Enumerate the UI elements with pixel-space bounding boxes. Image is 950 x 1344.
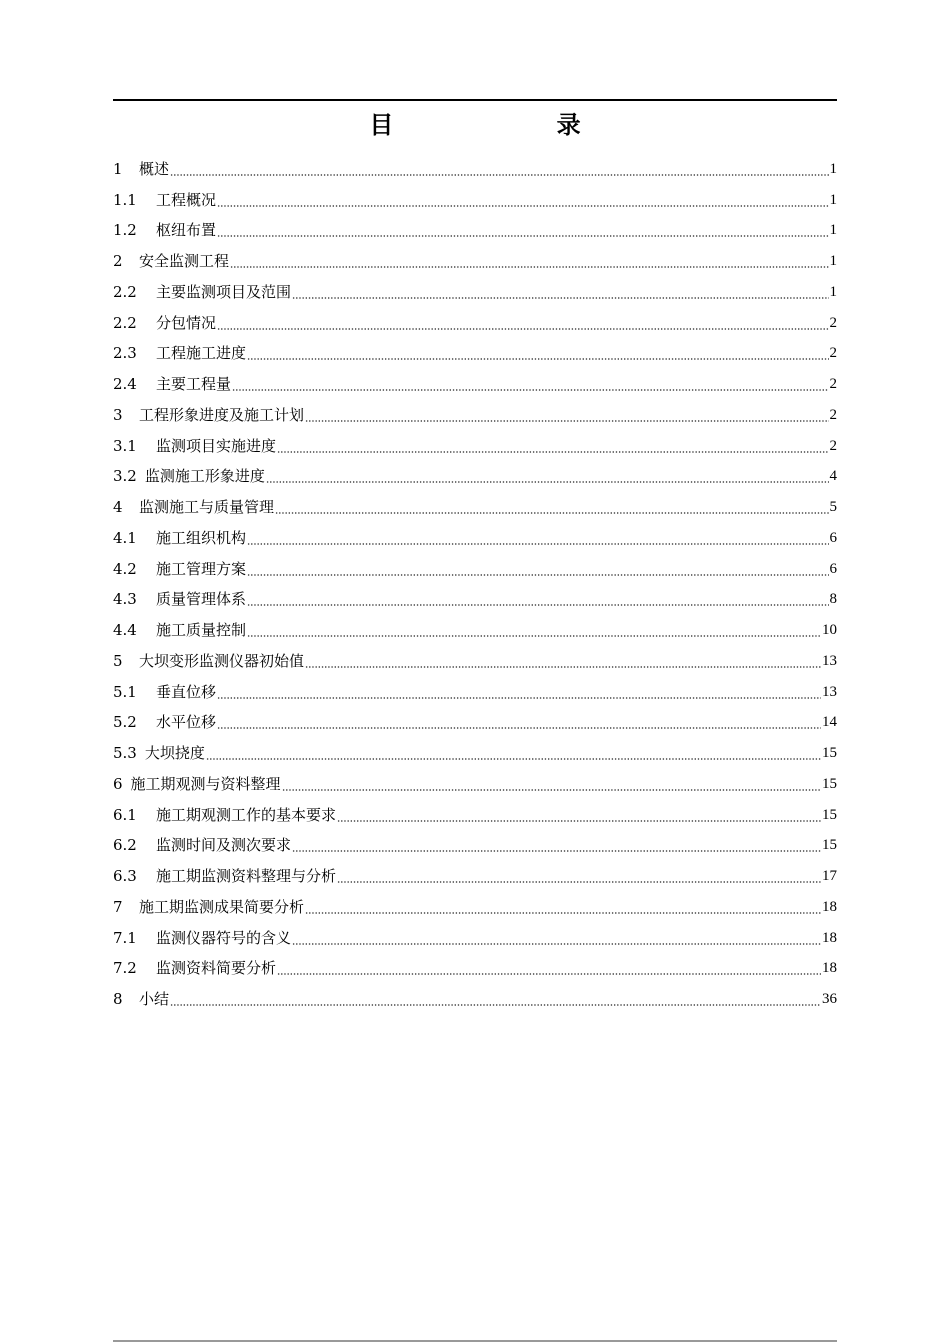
toc-entry-number: 4.2 (113, 559, 137, 578)
toc-entry-page: 15 (822, 837, 837, 854)
toc-entry[interactable] (113, 614, 837, 645)
toc-entry-page: 5 (829, 499, 837, 515)
toc-entry-page: 15 (822, 745, 837, 761)
toc-dot-leader (277, 451, 828, 453)
toc-dot-leader (230, 266, 828, 268)
toc-entry[interactable] (113, 430, 837, 461)
toc-entry[interactable] (113, 737, 837, 768)
toc-entry-number: 4.1 (113, 528, 137, 547)
toc-entry-title: 概述 (139, 159, 170, 178)
toc-entry-page: 15 (822, 806, 837, 823)
toc-entry-number: 5.2 (113, 713, 137, 732)
toc-entry-title: 施工期监测成果简要分析 (139, 897, 305, 916)
toc-entry-page: 1 (829, 253, 837, 269)
toc-entry-number: 7 (113, 897, 123, 916)
toc-entry-number: 8 (113, 990, 123, 1008)
toc-entry-title: 主要监测项目及范围 (156, 282, 292, 301)
toc-entry-title: 大坝挠度 (144, 744, 205, 762)
toc-dot-leader (275, 512, 828, 514)
toc-entry-title: 枢纽布置 (156, 221, 217, 240)
toc-dot-leader (217, 727, 821, 729)
toc-entry[interactable] (113, 645, 837, 676)
toc-entry-number: 1.1 (113, 190, 137, 209)
toc-entry[interactable] (113, 461, 837, 492)
toc-entry-page: 17 (822, 868, 837, 884)
toc-dot-leader (266, 481, 829, 483)
toc-entry-page: 10 (822, 622, 837, 638)
toc-entry-page: 15 (822, 775, 837, 792)
toc-entry-number: 1.2 (113, 221, 137, 240)
toc-dot-leader (305, 912, 821, 914)
toc-entry-title: 分包情况 (156, 313, 217, 332)
toc-dot-leader (217, 697, 821, 699)
toc-entry[interactable] (113, 707, 837, 738)
toc-entry-number: 3.1 (113, 436, 137, 455)
toc-entry-page: 4 (829, 468, 837, 485)
toc-dot-leader (217, 235, 828, 237)
toc-entry-title: 监测时间及测次要求 (156, 836, 292, 855)
toc-entry[interactable] (113, 215, 837, 246)
toc-entry-title: 质量管理体系 (156, 590, 247, 609)
toc-entry[interactable] (113, 830, 837, 861)
toc-entry-number: 3.2 (113, 467, 137, 486)
toc-entry[interactable] (113, 399, 837, 430)
toc-entry-page: 14 (822, 714, 837, 731)
toc-entry-page: 2 (829, 406, 837, 423)
toc-dot-leader (170, 1004, 821, 1006)
toc-entry-page: 6 (829, 560, 837, 577)
toc-entry-number: 5 (113, 651, 123, 670)
toc-entry-title: 监测资料简要分析 (156, 959, 277, 978)
toc-entry-number: 6 (113, 774, 123, 793)
toc-entry-title: 主要工程量 (156, 375, 232, 393)
toc-entry-page: 2 (829, 314, 837, 331)
toc-entry[interactable] (113, 307, 837, 338)
toc-entry[interactable] (113, 553, 837, 584)
toc-entry-title: 小结 (139, 990, 170, 1008)
toc-entry-title: 监测仪器符号的含义 (156, 928, 292, 947)
toc-entry[interactable] (113, 983, 837, 1014)
toc-dot-leader (305, 420, 828, 422)
toc-entry-page: 1 (829, 283, 837, 300)
toc-entry-number: 2 (113, 252, 123, 270)
toc-dot-leader (247, 604, 828, 606)
toc-dot-leader (292, 297, 828, 299)
toc-entry-page: 18 (822, 898, 837, 915)
toc-entry-number: 5.3 (113, 744, 137, 762)
toc-entry[interactable] (113, 245, 837, 276)
toc-entry-title: 施工管理方案 (156, 559, 247, 578)
toc-entry-page: 13 (822, 683, 837, 700)
toc-entry-number: 6.3 (113, 867, 137, 885)
toc-dot-leader (206, 758, 821, 760)
toc-entry[interactable] (113, 184, 837, 215)
toc-entry[interactable] (113, 522, 837, 553)
toc-entry[interactable] (113, 799, 837, 830)
toc-entry-page: 18 (822, 929, 837, 946)
toc-entry-page: 1 (829, 160, 837, 177)
toc-entry-title: 施工期观测工作的基本要求 (156, 805, 337, 824)
toc-entry-number: 2.2 (113, 282, 137, 301)
toc-entry-page: 36 (822, 991, 837, 1007)
toc-entry[interactable] (113, 368, 837, 399)
toc-entry-page: 13 (822, 652, 837, 669)
toc-entry[interactable] (113, 860, 837, 891)
toc-entry-number: 2.3 (113, 344, 137, 363)
toc-entry-number: 7.2 (113, 959, 137, 978)
toc-dot-leader (292, 850, 821, 852)
toc-entry-title: 工程概况 (156, 190, 217, 209)
toc-entry-number: 2.2 (113, 313, 137, 332)
table-of-contents (113, 153, 837, 1014)
toc-entry[interactable] (113, 584, 837, 615)
toc-entry[interactable] (113, 676, 837, 707)
toc-entry-title: 施工期观测与资料整理 (130, 774, 281, 793)
toc-dot-leader (247, 543, 828, 545)
toc-entry-number: 4.4 (113, 621, 137, 639)
toc-entry-page: 6 (829, 529, 837, 546)
toc-entry-title: 施工期监测资料整理与分析 (156, 867, 337, 885)
toc-entry-number: 4 (113, 498, 123, 516)
toc-dot-leader (232, 389, 828, 391)
toc-entry-number: 5.1 (113, 682, 137, 701)
toc-entry-title: 监测施工形象进度 (144, 467, 265, 486)
toc-entry[interactable] (113, 153, 837, 184)
toc-entry-title: 大坝变形监测仪器初始值 (139, 651, 305, 670)
toc-dot-leader (217, 328, 828, 330)
toc-dot-leader (247, 635, 821, 637)
toc-entry-title: 垂直位移 (156, 682, 217, 701)
toc-dot-leader (170, 174, 828, 176)
toc-entry-title: 工程形象进度及施工计划 (139, 405, 305, 424)
toc-dot-leader (277, 973, 821, 975)
toc-entry-page: 1 (829, 191, 837, 208)
toc-entry-page: 18 (822, 960, 837, 977)
toc-entry-number: 2.4 (113, 375, 137, 393)
toc-entry-page: 8 (829, 591, 837, 608)
toc-entry[interactable] (113, 338, 837, 369)
toc-entry-page: 2 (829, 376, 837, 392)
toc-entry-title: 水平位移 (156, 713, 217, 732)
toc-entry[interactable] (113, 491, 837, 522)
toc-title: 目 录 (369, 110, 619, 139)
toc-dot-leader (337, 881, 821, 883)
toc-entry-page: 1 (829, 222, 837, 239)
toc-entry-number: 7.1 (113, 928, 137, 947)
toc-dot-leader (217, 205, 828, 207)
footer-rule (113, 1340, 837, 1342)
toc-entry-number: 4.3 (113, 590, 137, 609)
toc-dot-leader (305, 666, 821, 668)
toc-entry-title: 工程施工进度 (156, 344, 247, 363)
toc-dot-leader (292, 943, 821, 945)
toc-entry-title: 施工组织机构 (156, 528, 247, 547)
toc-entry-page: 2 (829, 345, 837, 362)
toc-entry[interactable] (113, 922, 837, 953)
toc-entry[interactable] (113, 768, 837, 799)
header-rule (113, 99, 837, 101)
toc-entry-title: 安全监测工程 (139, 252, 230, 270)
toc-entry-number: 6.2 (113, 836, 137, 855)
toc-dot-leader (247, 574, 828, 576)
toc-entry[interactable] (113, 891, 837, 922)
toc-entry-number: 3 (113, 405, 123, 424)
toc-entry[interactable] (113, 953, 837, 984)
toc-entry-number: 6.1 (113, 805, 137, 824)
toc-dot-leader (282, 789, 821, 791)
toc-entry-title: 监测施工与质量管理 (139, 498, 275, 516)
toc-entry-title: 监测项目实施进度 (156, 436, 277, 455)
toc-entry-number: 1 (113, 159, 123, 178)
toc-entry-title: 施工质量控制 (156, 621, 247, 639)
toc-entry[interactable] (113, 276, 837, 307)
toc-dot-leader (247, 358, 828, 360)
toc-dot-leader (337, 820, 821, 822)
toc-entry-page: 2 (829, 437, 837, 454)
